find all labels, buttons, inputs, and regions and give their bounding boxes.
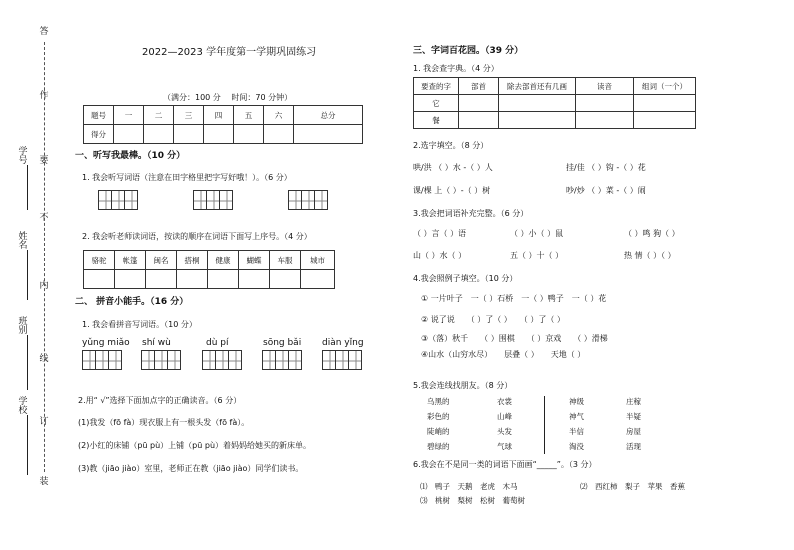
order-cell[interactable]: [208, 270, 239, 289]
score-cell[interactable]: [204, 125, 234, 144]
q3-line-1a: （ ）言（ ）语: [413, 229, 467, 238]
section-3-q6: 6.我会在不是同一类的词语下面画“_____”。（3 分）: [413, 460, 597, 469]
word-cell: 骆驼: [84, 251, 115, 270]
dict-answer-cell[interactable]: [459, 95, 499, 112]
match-col3-item[interactable]: 神气: [569, 412, 584, 421]
section-2-s3: (3)教（jiāo jiào）室里，老师正在教（jiāo jiào）同学们读书。: [78, 464, 304, 473]
section-1-title: 一、听写我最棒。（10 分）: [75, 151, 186, 161]
binding-mark-6: 线: [39, 354, 49, 364]
q2-line-2b: 吵/炒 （ ）菜 -（ ）闹: [566, 186, 646, 195]
writing-grid-2[interactable]: [193, 190, 232, 210]
pinyin-5: diàn yǐng: [322, 338, 364, 348]
pinyin-grid-1[interactable]: [82, 350, 121, 370]
score-cell[interactable]: [234, 125, 264, 144]
pinyin-3: dù pí: [206, 338, 229, 348]
word-cell: 帐篷: [115, 251, 146, 270]
binding-dash-line: [44, 42, 45, 472]
q2-line-1a: 哄/洪 （ ）水 -（ ）人: [413, 163, 493, 172]
score-cell[interactable]: [114, 125, 144, 144]
section-2-s1: (1)我发（fō fà）现衣服上有一根头发（fō fà）。: [78, 418, 250, 427]
section-2-q1: 1. 我会看拼音写词语。（10 分）: [82, 320, 197, 329]
dict-header: 组词（一个）: [634, 78, 696, 95]
score-col-header: 一: [114, 106, 144, 125]
order-cell[interactable]: [239, 270, 270, 289]
dict-answer-cell[interactable]: [576, 95, 634, 112]
student-id-line: [27, 165, 28, 210]
q3-line-2c: 热 情（ ）（ ）: [624, 251, 676, 260]
q4-line-4: ④山水（山穷水尽） 层叠（ ） 天地（ ）: [421, 350, 586, 359]
section-2-q2: 2.用“ √”选择下面加点字的正确读音。（6 分）: [78, 396, 242, 405]
dict-char: 它: [414, 95, 459, 112]
section-3-q2: 2.选字填空。（8 分）: [413, 141, 489, 150]
q6-line-1b: ⑵ 西红柿 梨子 苹果 香蕉: [580, 482, 685, 491]
match-col4-item[interactable]: 半疑: [626, 412, 641, 421]
dict-answer-cell[interactable]: [499, 112, 576, 129]
dictionary-table: [413, 77, 696, 129]
match-col2-item[interactable]: 气球: [497, 442, 512, 451]
pinyin-grid-5[interactable]: [322, 350, 361, 370]
dict-answer-cell[interactable]: [459, 112, 499, 129]
q4-line-2: ② 说了说 （ ）了（ ） （ ）了（ ）: [421, 315, 565, 324]
word-cell: 车服: [270, 251, 301, 270]
binding-mark-1: 答: [39, 27, 49, 37]
word-cell: 健康: [208, 251, 239, 270]
q6-line-2: ⑶ 桃树 梨树 松树 葡萄树: [420, 496, 525, 505]
score-col-header: 总分: [294, 106, 363, 125]
section-3-q5: 5.我会连线找朋友。（8 分）: [413, 381, 513, 390]
pinyin-grid-4[interactable]: [262, 350, 301, 370]
word-order-table: [83, 250, 335, 289]
section-3-title: 三、字词百花园。（39 分）: [413, 46, 524, 56]
order-cell[interactable]: [115, 270, 146, 289]
q3-line-1b: （ ）小（ ）鼠: [510, 229, 564, 238]
section-2-s2: (2)小红的床铺（pū pù）上铺（pū pù）着妈妈给她买的新床单。: [78, 441, 312, 450]
match-col4-item[interactable]: 活现: [626, 442, 641, 451]
order-cell[interactable]: [301, 270, 335, 289]
dict-answer-cell[interactable]: [634, 112, 696, 129]
exam-info: （满分：100 分 时间：70 分钟）: [163, 93, 293, 102]
class-line: [27, 335, 28, 390]
score-col-header: 四: [204, 106, 234, 125]
match-col1-item: 碧绿的: [427, 442, 450, 451]
score-col-header: 五: [234, 106, 264, 125]
dict-answer-cell[interactable]: [634, 95, 696, 112]
section-2-title: 二、 拼音小能手。（16 分）: [75, 297, 189, 307]
match-col4-item[interactable]: 房屋: [626, 427, 641, 436]
match-col2-item[interactable]: 头发: [497, 427, 512, 436]
order-cell[interactable]: [146, 270, 177, 289]
match-col1-item: 陡峭的: [427, 427, 450, 436]
dict-header: 部首: [459, 78, 499, 95]
match-col4-item[interactable]: 庄稼: [626, 397, 641, 406]
dict-header: 要查的字: [414, 78, 459, 95]
word-cell: 城市: [301, 251, 335, 270]
score-col-header: 二: [144, 106, 174, 125]
match-col2-item[interactable]: 山峰: [497, 412, 512, 421]
q2-line-1b: 挂/佳 （ ）钩 -（ ）花: [566, 163, 646, 172]
score-cell[interactable]: [264, 125, 294, 144]
q3-line-2b: 五（ ）十（ ）: [510, 251, 564, 260]
pinyin-1: yǔng miǎo: [82, 338, 130, 348]
section-1-q1: 1. 我会听写词语（注意在田字格里把字写好哦！）。（6 分）: [82, 173, 292, 182]
q3-line-1c: （ ）鸣 狗（ ）: [624, 229, 680, 238]
pinyin-grid-2[interactable]: [141, 350, 180, 370]
order-cell[interactable]: [177, 270, 208, 289]
q3-line-2a: 山（ ）水（ ）: [413, 251, 467, 260]
school-label: 学校: [18, 397, 28, 416]
dict-answer-cell[interactable]: [576, 112, 634, 129]
name-line: [27, 250, 28, 300]
dict-header: 除去部首还有几画: [499, 78, 576, 95]
score-col-header: 题号: [84, 106, 114, 125]
pinyin-grid-3[interactable]: [202, 350, 241, 370]
score-col-header: 三: [174, 106, 204, 125]
binding-mark-3: 要: [39, 156, 49, 166]
pinyin-2: shí wù: [142, 338, 171, 348]
section-1-q2: 2. 我会听老师读词语，按读的顺序在词语下面写上序号。（4 分）: [82, 232, 312, 241]
q4-line-3: ③（落）秋千 （ ）围棋 （ ）京戏 （ ）滑梯: [421, 334, 608, 343]
writing-grid-3[interactable]: [288, 190, 327, 210]
dict-header: 读音: [576, 78, 634, 95]
dict-answer-cell[interactable]: [499, 95, 576, 112]
order-cell[interactable]: [270, 270, 301, 289]
word-cell: 闽名: [146, 251, 177, 270]
school-line: [27, 415, 28, 475]
word-cell: 搭桐: [177, 251, 208, 270]
binding-mark-ding: 订: [39, 417, 49, 427]
word-cell: 蝴蝶: [239, 251, 270, 270]
score-cell[interactable]: [294, 125, 363, 144]
match-col3-item[interactable]: 半信: [569, 427, 584, 436]
binding-mark-5: 内: [39, 281, 49, 291]
writing-grid-1[interactable]: [98, 190, 137, 210]
page-title: 2022—2023 学年度第一学期巩固练习: [142, 47, 317, 58]
q6-line-1a: ⑴ 鸭子 天鹅 老虎 木马: [420, 482, 518, 491]
binding-mark-4: 不: [39, 213, 49, 223]
score-cell[interactable]: [174, 125, 204, 144]
match-divider: [544, 396, 545, 454]
name-label: 姓名: [18, 232, 28, 251]
score-table: [83, 105, 363, 144]
score-row-label: 得分: [84, 125, 114, 144]
score-cell[interactable]: [144, 125, 174, 144]
binding-mark-zhuang: 装: [39, 477, 49, 487]
match-col1-item: 乌黑的: [427, 397, 450, 406]
binding-mark-2: 作: [39, 91, 49, 101]
match-col3-item[interactable]: 神级: [569, 397, 584, 406]
match-col1-item: 彩色的: [427, 412, 450, 421]
q4-line-1: ① 一片叶子 一（ ）石桥 一（ ）鸭子 一（ ）花: [421, 294, 607, 303]
student-id-label: 学号: [18, 147, 28, 166]
match-col3-item[interactable]: 淘没: [569, 442, 584, 451]
section-3-q4: 4.我会照例子填空。（10 分）: [413, 274, 518, 283]
dict-char: 餐: [414, 112, 459, 129]
pinyin-4: sōng bǎi: [263, 338, 302, 348]
score-col-header: 六: [264, 106, 294, 125]
section-3-q1: 1. 我会查字典。（4 分）: [413, 64, 499, 73]
q2-line-2a: 课/棵 上（ ）-（ ）树: [413, 186, 491, 195]
order-cell[interactable]: [84, 270, 115, 289]
section-3-q3: 3.我会把词语补充完整。（6 分）: [413, 209, 529, 218]
class-label: 班别: [18, 317, 28, 336]
match-col2-item[interactable]: 衣裳: [497, 397, 512, 406]
